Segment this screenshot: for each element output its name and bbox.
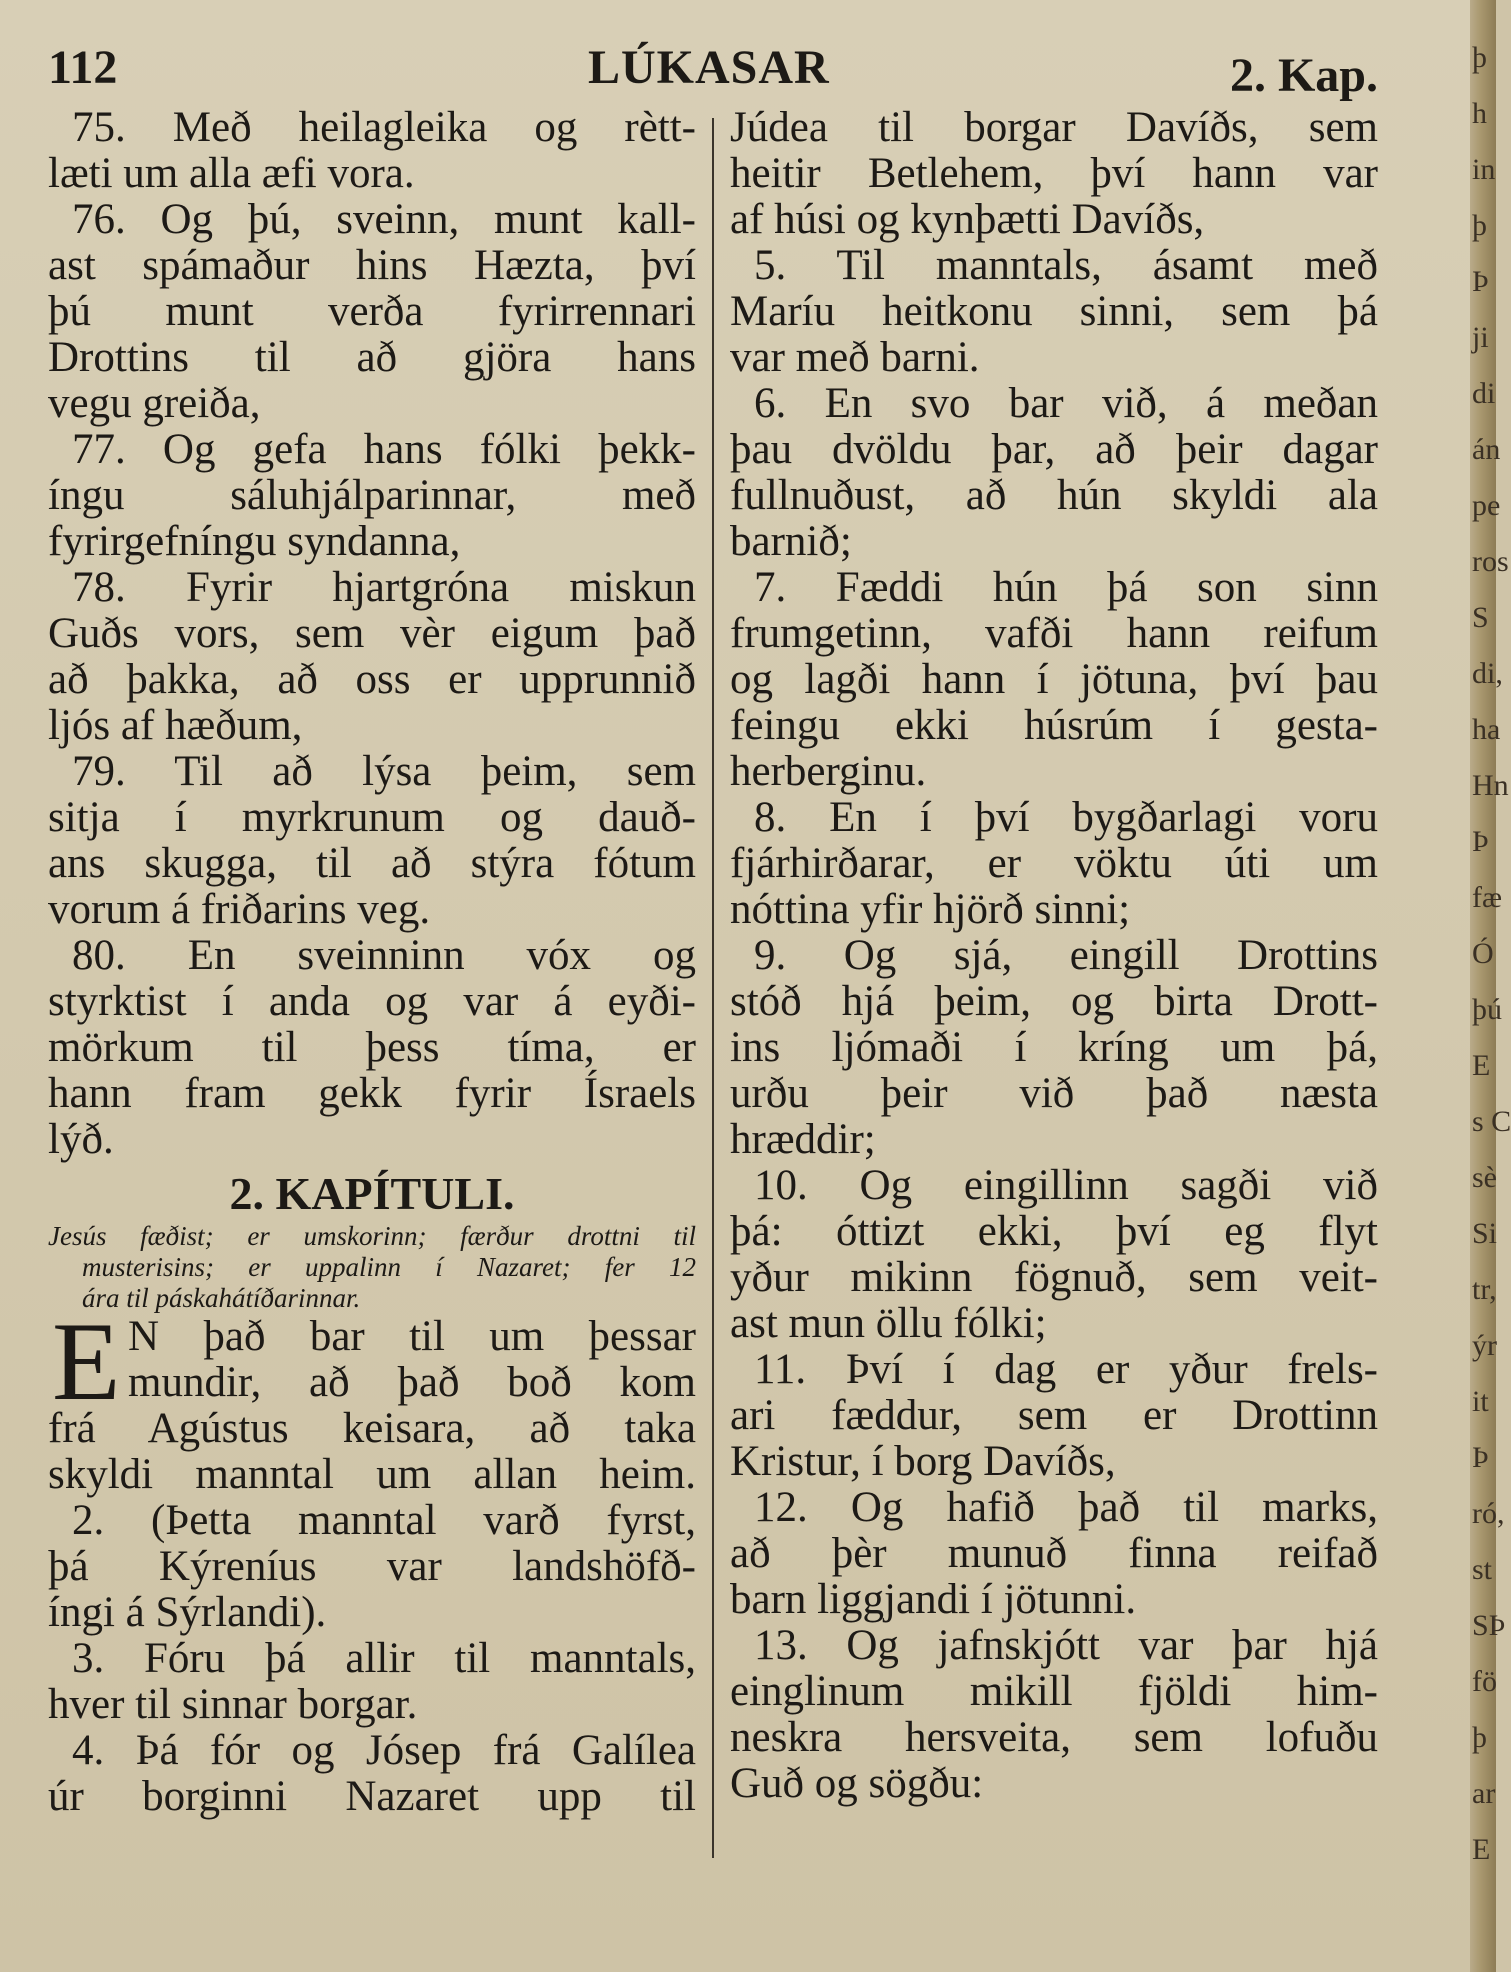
edge-fragment: fæ xyxy=(1472,881,1502,914)
text-line: stóð hjá þeim, og birta Drott- xyxy=(730,978,1378,1025)
edge-fragment: s C xyxy=(1472,1105,1511,1138)
text-line: að þakka, að oss er upprunnið xyxy=(48,656,696,703)
text-line: 79. Til að lýsa þeim, sem xyxy=(72,748,696,795)
edge-fragment: þ xyxy=(1472,209,1487,242)
edge-fragment: h xyxy=(1472,97,1487,130)
text-line: fullnuðust, að hún skyldi ala xyxy=(730,472,1378,519)
text-line: Guð og sögðu: xyxy=(730,1760,984,1807)
text-line: heitir Betlehem, því hann var xyxy=(730,150,1378,197)
text-line: mörkum til þess tíma, er xyxy=(48,1024,696,1071)
edge-fragment: Si xyxy=(1472,1217,1498,1250)
text-line: 8. En í því bygðarlagi voru xyxy=(754,794,1378,841)
text-line: Maríu heitkonu sinni, sem þá xyxy=(730,288,1378,335)
text-line: þá Kýreníus var landshöfð- xyxy=(48,1543,696,1590)
text-line: hræddir; xyxy=(730,1116,876,1163)
text-line: var með barni. xyxy=(730,334,980,381)
text-line: nóttina yfir hjörð sinni; xyxy=(730,886,1131,933)
text-line: yður mikinn fögnuð, sem veit- xyxy=(730,1254,1378,1301)
chapter-summary xyxy=(48,1221,696,1314)
edge-fragment: di xyxy=(1472,377,1496,410)
text-line: þá: óttizt ekki, því eg flyt xyxy=(730,1208,1378,1255)
text-line: lýð. xyxy=(48,1116,114,1163)
edge-fragment: Þ xyxy=(1472,265,1489,298)
edge-fragment: Ó xyxy=(1472,937,1494,970)
text-line: sitja í myrkrunum og dauð- xyxy=(48,794,696,841)
edge-fragment: ró, xyxy=(1472,1497,1505,1530)
text-line: 3. Fóru þá allir til manntals, xyxy=(72,1635,696,1682)
edge-fragment: ha xyxy=(1472,713,1501,746)
text-line: 9. Og sjá, eingill Drottins xyxy=(754,932,1378,979)
text-line: 10. Og eingillinn sagði við xyxy=(754,1162,1378,1209)
text-line: fyrirgefníngu syndanna, xyxy=(48,518,461,565)
summary-line: musterisins; er uppalinn í Nazaret; fer 12 xyxy=(82,1252,696,1282)
left-verses-top xyxy=(48,105,696,1163)
text-line: herberginu. xyxy=(730,748,927,795)
text-line: vegu greiða, xyxy=(48,380,261,427)
text-line: ast mun öllu fólki; xyxy=(730,1300,1047,1347)
edge-fragment: E xyxy=(1472,1049,1491,1082)
book-title: LÚKASAR xyxy=(588,41,830,94)
text-line: fjárhirðarar, er vöktu úti um xyxy=(730,840,1378,887)
text-line: feingu ekki húsrúm í gesta- xyxy=(730,702,1378,749)
text-line: úr borginni Nazaret upp til xyxy=(48,1773,696,1820)
text-line: 80. En sveinninn vóx og xyxy=(72,932,696,979)
text-line: barnið; xyxy=(730,518,852,565)
edge-fragment: tr, xyxy=(1472,1273,1497,1306)
edge-fragment: it xyxy=(1472,1385,1489,1418)
text-line: 11. Því í dag er yður frels- xyxy=(754,1346,1378,1393)
right-column xyxy=(730,105,1378,1807)
right-verses xyxy=(730,105,1378,1807)
edge-fragment: ji xyxy=(1472,321,1489,354)
text-line: 78. Fyrir hjartgróna miskun xyxy=(72,564,696,611)
edge-fragment: di, xyxy=(1472,657,1503,690)
page-number: 112 xyxy=(48,41,118,94)
text-line: einglinum mikill fjöldi him- xyxy=(730,1668,1378,1715)
drop-cap-paragraph xyxy=(48,1300,696,1424)
text-line: hver til sinnar borgar. xyxy=(48,1681,418,1728)
text-line: Júdea til borgar Davíðs, sem xyxy=(730,104,1378,151)
edge-fragment: SÞ xyxy=(1472,1609,1506,1642)
text-line: Drottins til að gjöra hans xyxy=(48,334,696,381)
edge-fragment: fö xyxy=(1472,1665,1497,1698)
text-line: barn liggjandi í jötunni. xyxy=(730,1576,1137,1623)
text-line: þú munt verða fyrirrennari xyxy=(48,288,696,335)
text-line: 13. Og jafnskjótt var þar hjá xyxy=(754,1622,1378,1669)
text-line: hann fram gekk fyrir Ísraels xyxy=(48,1070,696,1117)
text-line: af húsi og kynþætti Davíðs, xyxy=(730,196,1205,243)
text-line: 76. Og þú, sveinn, munt kall- xyxy=(72,196,696,243)
chapter-label: 2. Kap. xyxy=(1229,49,1378,102)
left-verses-bottom xyxy=(48,1406,696,1820)
text-line: þau dvöldu þar, að þeir dagar xyxy=(730,426,1378,473)
edge-fragment: sè xyxy=(1472,1161,1497,1194)
edge-fragment: E xyxy=(1472,1833,1491,1866)
edge-fragment: pe xyxy=(1472,489,1501,522)
text-line: skyldi manntal um allan heim. xyxy=(48,1451,696,1498)
text-line: læti um alla æfi vora. xyxy=(48,150,415,197)
edge-fragment: þ xyxy=(1472,1721,1487,1754)
text-line: neskra hersveita, sem lofuðu xyxy=(730,1714,1378,1761)
edge-fragment: þú xyxy=(1472,993,1502,1026)
text-line: að þèr munuð finna reifað xyxy=(730,1530,1378,1577)
edge-fragment: ar xyxy=(1472,1777,1496,1810)
text-line: íngi á Sýrlandi). xyxy=(48,1589,327,1636)
left-column xyxy=(48,105,696,1820)
text-line: frumgetinn, vafði hann reifum xyxy=(730,610,1378,657)
text-line: 12. Og hafið það til marks, xyxy=(754,1484,1378,1531)
text-line: vorum á friðarins veg. xyxy=(48,886,431,933)
text-line: 2. (Þetta manntal varð fyrst, xyxy=(72,1497,696,1544)
text-line: N það bar til um þessar xyxy=(128,1313,696,1360)
edge-fragment: Þ xyxy=(1472,1441,1489,1474)
edge-fragment: ýr xyxy=(1472,1329,1497,1362)
text-line: Kristur, í borg Davíðs, xyxy=(730,1438,1116,1485)
text-line: ins ljómaði í kríng um þá, xyxy=(730,1024,1378,1071)
summary-line: ára til páskahátíðarinnar. xyxy=(82,1283,361,1313)
text-line: 77. Og gefa hans fólki þekk- xyxy=(72,426,696,473)
running-header xyxy=(48,38,1378,102)
text-line: 6. En svo bar við, á meðan xyxy=(754,380,1378,427)
text-line: frá Agústus keisara, að taka xyxy=(48,1405,696,1452)
text-line: 5. Til manntals, ásamt með xyxy=(754,242,1378,289)
edge-fragment: ros xyxy=(1472,545,1509,578)
edge-fragment: st xyxy=(1472,1553,1493,1586)
text-line: ast spámaður hins Hæzta, því xyxy=(48,242,696,289)
summary-line: Jesús fæðist; er umskorinn; færður drottni til xyxy=(48,1221,696,1251)
text-line: urðu þeir við það næsta xyxy=(730,1070,1378,1117)
text-line: 7. Fæddi hún þá son sinn xyxy=(754,564,1378,611)
text-line: styrktist í anda og var á eyði- xyxy=(48,978,696,1025)
text-line: og lagði hann í jötuna, því þau xyxy=(730,656,1378,703)
text-line: ari fæddur, sem er Drottinn xyxy=(730,1392,1378,1439)
edge-fragment: Hn xyxy=(1472,769,1509,802)
edge-fragment: Þ xyxy=(1472,825,1489,858)
text-line: ans skugga, til að stýra fótum xyxy=(48,840,696,887)
drop-cap: E xyxy=(52,1300,121,1424)
text-line: mundir, að það boð kom xyxy=(128,1359,696,1406)
text-line: 75. Með heilagleika og rètt- xyxy=(72,104,696,151)
edge-fragment: þ xyxy=(1472,41,1487,74)
text-line: 4. Þá fór og Jósep frá Galílea xyxy=(72,1727,696,1774)
edge-fragment: án xyxy=(1472,433,1501,466)
text-line: Guðs vors, sem vèr eigum það xyxy=(48,610,696,657)
edge-fragment: in xyxy=(1472,153,1496,186)
column-divider xyxy=(712,118,714,1858)
chapter-heading: 2. KAPÍTULI. xyxy=(229,1168,515,1219)
text-line: íngu sáluhjálparinnar, með xyxy=(48,472,696,519)
text-line: ljós af hæðum, xyxy=(48,702,303,749)
edge-fragment: S xyxy=(1472,601,1489,634)
